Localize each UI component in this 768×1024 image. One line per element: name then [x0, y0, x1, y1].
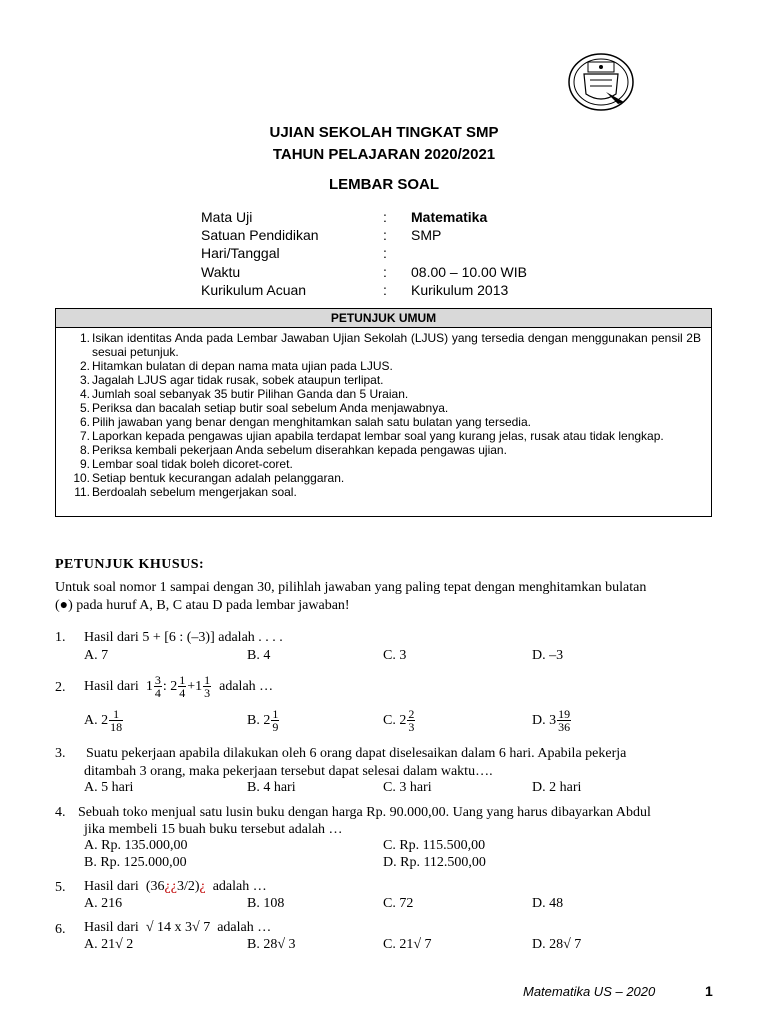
list-item: 8. Periksa kembali pekerjaan Anda sebelum diserahkan kepada pengawas ujian. [79, 443, 507, 457]
question-5-text: Hasil dari (36¿¿3/2)¿ adalah … [84, 879, 267, 894]
question-2-number: 2. [55, 680, 66, 695]
question-6-option-d: D. 28√ 7 [532, 937, 582, 952]
general-instructions-title: PETUNJUK UMUM [56, 309, 711, 328]
question-1-number: 1. [55, 630, 66, 645]
question-2-option-a: A. 2 $\frac{1}{18}$ [84, 707, 123, 735]
question-2-option-c: C. 2 $\frac{2}{3}$ [383, 707, 415, 735]
question-1-option-d: D. –3 [532, 648, 564, 663]
question-6-text: Hasil dari √ 14 x 3√ 7 adalah … [84, 920, 272, 935]
identity-row-time: Waktu : 08.00 – 10.00 WIB [201, 264, 527, 280]
question-3-option-c: C. 3 hari [383, 780, 432, 795]
question-2-option-d: D. 3 $\frac{19}{36}$ [532, 707, 571, 735]
question-5-option-d: D. 48 [532, 896, 564, 911]
question-4-option-d: D. Rp. 112.500,00 [383, 855, 486, 870]
list-item: 7. Laporkan kepada pengawas ujian apabila terdapat lembar soal yang kurang jelas, rusak atau tidak lengkap. [79, 429, 664, 443]
question-3-option-a: A. 5 hari [84, 780, 134, 795]
question-4-number: 4. [55, 805, 66, 820]
question-4-option-a: A. Rp. 135.000,00 [84, 838, 188, 853]
specific-instructions-title: PETUNJUK KHUSUS: [55, 557, 205, 572]
identity-row-subject: Mata Uji : Matematika [201, 209, 488, 225]
specific-instructions-line1: Untuk soal nomor 1 sampai dengan 30, pilihlah jawaban yang paling tepat dengan menghitamkan bulatan [55, 580, 647, 595]
question-5-option-c: C. 72 [383, 896, 414, 911]
question-3-option-d: D. 2 hari [532, 780, 582, 795]
question-5-number: 5. [55, 880, 66, 895]
list-item: 11. Berdoalah sebelum mengerjakan soal. [74, 485, 297, 499]
general-instructions-box [55, 308, 712, 517]
question-1-option-b: B. 4 [247, 648, 271, 663]
list-item: 2. Hitamkan bulatan di depan nama mata ujian pada LJUS. [79, 359, 393, 373]
general-instructions-list [56, 331, 711, 499]
question-1-text: Hasil dari 5 + [6 : (–3)] adalah . . . . [84, 630, 283, 645]
question-3-option-b: B. 4 hari [247, 780, 296, 795]
list-item: 9. Lembar soal tidak boleh dicoret-coret. [79, 457, 293, 471]
question-6-option-c: C. 21√ 7 [383, 937, 432, 952]
question-4-option-b: B. Rp. 125.000,00 [84, 855, 187, 870]
identity-row-curriculum: Kurikulum Acuan : Kurikulum 2013 [201, 282, 509, 298]
question-5-option-b: B. 108 [247, 896, 285, 911]
specific-instructions-line2: (●) pada huruf A, B, C atau D pada lembar jawaban! [55, 598, 350, 613]
list-item: 5. Periksa dan bacalah setiap butir soal sebelum Anda menjawabnya. [79, 401, 449, 415]
question-4-text-line1: Sebuah toko menjual satu lusin buku dengan harga Rp. 90.000,00. Uang yang harus dibayarkan Abdul [78, 805, 651, 820]
list-item: 10. Setiap bentuk kecurangan adalah pelanggaran. [73, 471, 345, 485]
footer-label: Matematika US – 2020 [523, 984, 656, 999]
question-6-number: 6. [55, 922, 66, 937]
question-3-text-line1: Suatu pekerjaan apabila dilakukan oleh 6 orang dapat diselesaikan dalam 6 hari. Apabila pekerja [86, 746, 627, 761]
page-number: 1 [705, 983, 713, 999]
identity-row-date: Hari/Tanggal : [201, 245, 387, 261]
exam-year: TAHUN PELAJARAN 2020/2021 [272, 146, 496, 163]
question-5-option-a: A. 216 [84, 896, 123, 911]
list-item: 4. Jumlah soal sebanyak 35 butir Pilihan Ganda dan 5 Uraian. [79, 387, 409, 401]
question-3-text-line2: ditambah 3 orang, maka pekerjaan tersebut dapat selesai dalam waktu…. [84, 764, 493, 779]
list-item: 1. Isikan identitas Anda pada Lembar Jawaban Ujian Sekolah (LJUS) yang tersedia dengan menggunakan pensil 2B sesuai petunjuk. [79, 331, 701, 359]
sheet-title: LEMBAR SOAL [329, 176, 439, 193]
list-item: 6. Pilih jawaban yang benar dengan menghitamkan salah satu bulatan yang tersedia. [79, 415, 531, 429]
question-6-option-b: B. 28√ 3 [247, 937, 296, 952]
question-1-option-a: A. 7 [84, 648, 109, 663]
school-crest-logo [566, 52, 636, 112]
question-4-text-line2: jika membeli 15 buah buku tersebut adalah … [84, 822, 343, 837]
question-3-number: 3. [55, 746, 66, 761]
exam-title: UJIAN SEKOLAH TINGKAT SMP [269, 124, 499, 141]
question-1-option-c: C. 3 [383, 648, 407, 663]
question-4-option-c: C. Rp. 115.500,00 [383, 838, 486, 853]
question-2-option-b: B. 2 $\frac{1}{9}$ [247, 707, 279, 735]
list-item: 3. Jagalah LJUS agar tidak rusak, sobek ataupun terlipat. [79, 373, 384, 387]
question-2-text: Hasil dari 1 $\frac{3}{4}$ : 2 $\frac{1}{4}$ +1 $\frac{1}{3}$ adalah … [84, 673, 274, 701]
identity-row-level: Satuan Pendidikan : SMP [201, 227, 442, 243]
question-6-option-a: A. 21√ 2 [84, 937, 134, 952]
